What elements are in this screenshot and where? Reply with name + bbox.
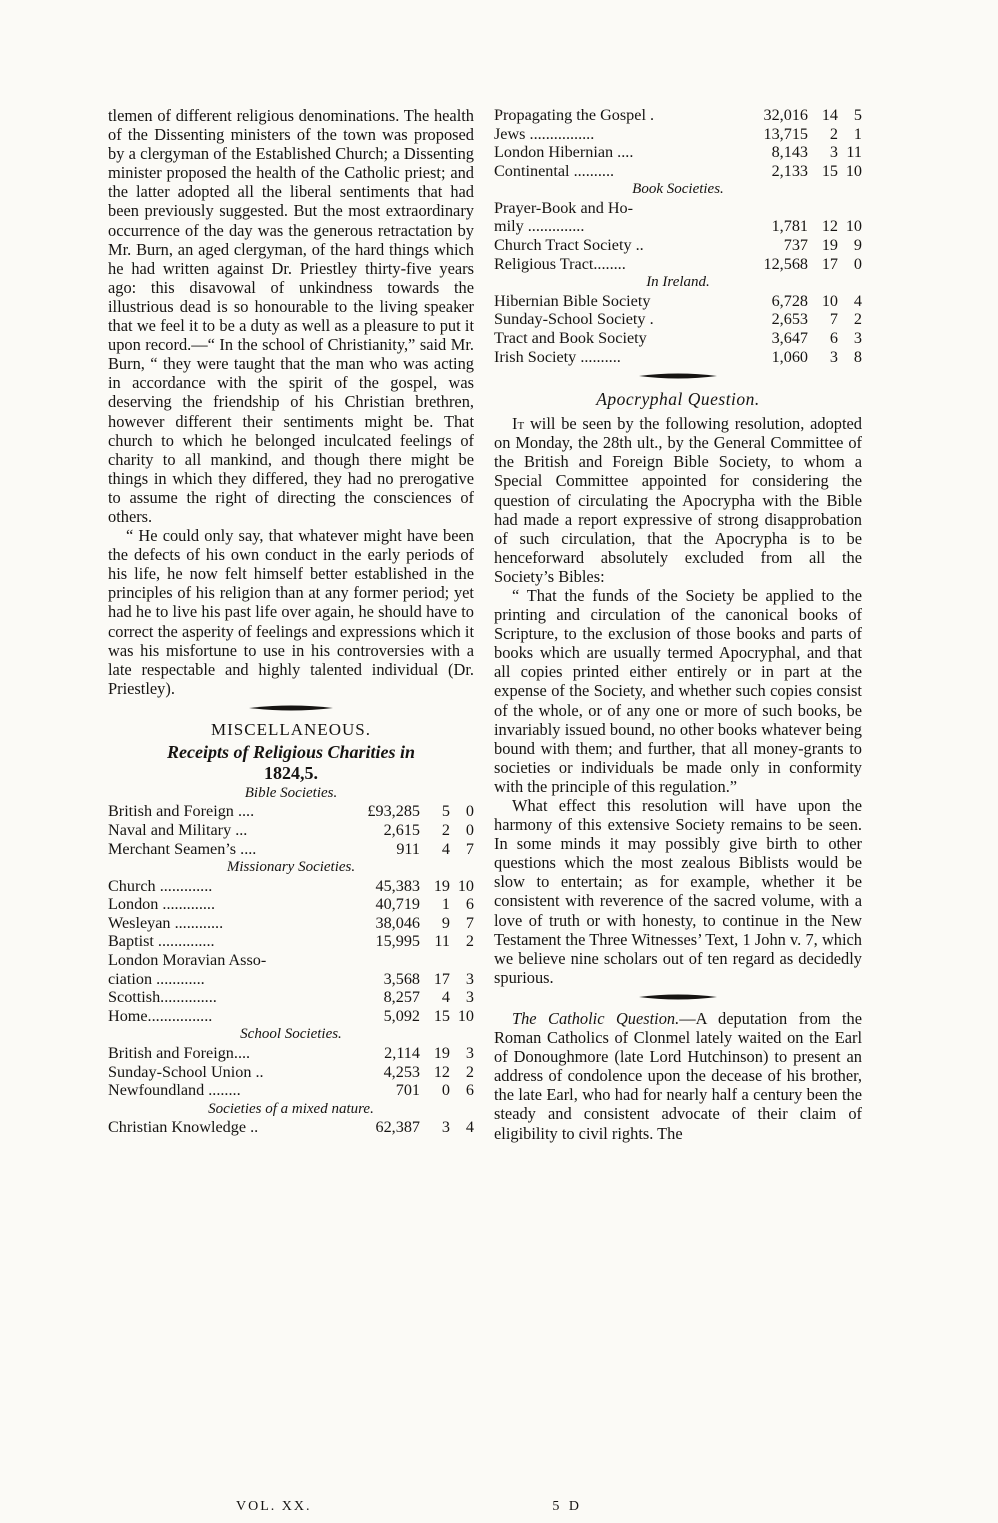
amount-pence: 7: [465, 913, 474, 932]
amount-shillings: 7: [829, 310, 838, 329]
table-row: [108, 895, 474, 914]
society-name: Newfoundland ........: [108, 1081, 241, 1100]
society-name: Wesleyan ............: [108, 913, 224, 932]
society-name: Propagating the Gospel .: [494, 106, 655, 124]
amount-pence: 4: [853, 291, 862, 310]
society-name: Baptist ..............: [108, 932, 215, 951]
society-name: London Hibernian ....: [494, 143, 634, 162]
amount-pence: 3: [465, 1043, 474, 1062]
table-row: [108, 1118, 474, 1137]
amount-shillings: [812, 199, 838, 218]
amount-pounds: 38,046: [375, 913, 420, 932]
amount-pounds: 8,257: [383, 988, 420, 1007]
amount-pence: 1: [853, 124, 862, 143]
amount-shillings: 2: [441, 821, 450, 839]
society-name: British and Foreign....: [108, 1043, 251, 1062]
amount-shillings: 3: [829, 347, 838, 366]
amount-pence: 2: [465, 932, 474, 951]
society-name: Merchant Seamen’s ....: [108, 839, 257, 858]
page-footer: [236, 1499, 582, 1515]
amount-pounds: 3,647: [771, 328, 808, 347]
society-name: Prayer-Book and Ho-: [494, 198, 634, 217]
article-text-burn: tlemen of different religious denominations. The health of the Dissenting ministers of the town was proposed by a clergyman of the Established Church; a Dissenting minister proposed the health of the Catholic priest; and the latter adopted all the liberal sentiments that had been previously suggested. But the most extraordinary occurrence of the day was the generous retractation by Mr. Burn, an aged clergyman, of the hard things which he had written against Dr. Priestley thirty-five years ago: this disavowal of unkindness towards the illustrious dead is so honourable to the living speaker that we feel it to be a duty as well as a pleasure to put it upon record.—“ In the school of Christianity,” said Mr. Burn, “ they were taught that the man who was acting in accordance with the spirit of the gospel, was deserving the friendship of his Christian brethren, however different their sentiments might be. That church to which he belonged inculcated feelings of charity to all mankind, and though there might be things in which they differed, they had no prerogative to assume the right of directing the consciences of others.: [108, 106, 474, 526]
table-row: [494, 143, 862, 162]
society-name: British and Foreign ....: [108, 802, 255, 821]
table-row: [108, 1063, 474, 1082]
society-name: Continental ..........: [494, 161, 615, 180]
apocryphal-text-intro-body: will be seen by the following resolution, adopted on Monday, the 28th ult., by the General Committee of the British and Foreign Bible Society, to whom a Special Committee appointed for considering the question of circulating the Apocrypha with the Bible had made a report expressive of strong disapprobation of such circulation, that the Apocrypha is to be henceforward absolutely excluded from all the Society’s Bibles:: [494, 414, 862, 586]
amount-pence: 0: [465, 802, 474, 821]
amount-shillings: 4: [441, 839, 450, 858]
table-row: [108, 840, 474, 859]
amount-shillings: 5: [441, 802, 450, 821]
society-receipts-table: [494, 199, 862, 273]
amount-pence: 3: [465, 988, 474, 1007]
society-receipts-table: [108, 877, 474, 1026]
society-name: London .............: [108, 895, 216, 914]
amount-pounds: 1,060: [771, 347, 808, 366]
amount-pounds: 13,715: [763, 124, 808, 143]
amount-pounds: 15,995: [375, 932, 420, 951]
section-divider: [639, 372, 717, 380]
amount-pence: 5: [853, 106, 862, 124]
amount-shillings: 15: [821, 161, 838, 180]
article-text-burn-quote: “ He could only say, that whatever might have been the defects of his own conduct in the early periods of his life, he now felt himself better established in the principles of his religion than at any former period; yet had he to live his past life over again, he should have to correct the asperity of feelings and expressions which it was his misfortune to use in his controversies with a late respectable and highly talented individual (Dr. Priestley).: [108, 526, 474, 698]
section-heading-miscellaneous: MISCELLANEOUS.: [211, 719, 371, 739]
society-name: Home................: [108, 1006, 213, 1025]
right-column: [494, 106, 862, 1143]
apocryphal-question-title: Apocryphal Question.: [596, 389, 760, 410]
amount-shillings: 12: [433, 1062, 450, 1081]
amount-shillings: 1: [441, 895, 450, 914]
amount-shillings: 19: [433, 876, 450, 895]
receipts-year: 1824,5.: [264, 762, 318, 783]
amount-pence: 10: [457, 876, 474, 895]
catholic-question-title: The Catholic Question.: [512, 1008, 680, 1028]
amount-shillings: 6: [829, 328, 838, 347]
table-row: [108, 877, 474, 896]
amount-pence: 0: [465, 821, 474, 839]
society-name: Sunday-School Union ..: [108, 1062, 264, 1081]
society-receipts-table: [494, 292, 862, 366]
signature-mark: 5 D: [552, 1499, 582, 1514]
amount-shillings: 10: [821, 291, 838, 310]
amount-pounds: £93,285: [367, 802, 420, 821]
society-receipts-table: [108, 1118, 474, 1137]
amount-pence: [450, 951, 474, 970]
society-name: Religious Tract........: [494, 254, 626, 273]
amount-pounds: 62,387: [375, 1118, 420, 1137]
society-name: mily ..............: [494, 217, 585, 236]
table-row: [108, 821, 474, 840]
amount-pounds: 1,781: [771, 217, 808, 236]
table-row: [108, 914, 474, 933]
society-name: Christian Knowledge ..: [108, 1118, 259, 1137]
amount-shillings: 11: [434, 932, 450, 951]
catholic-question-text: [494, 1009, 862, 1143]
table-row: [108, 1081, 474, 1100]
amount-pence: 2: [853, 310, 862, 329]
amount-pounds: 2,133: [771, 161, 808, 180]
amount-pence: 10: [845, 217, 862, 236]
amount-pence: 0: [853, 254, 862, 273]
society-receipts-table: [108, 1044, 474, 1100]
amount-shillings: 4: [441, 988, 450, 1007]
society-group-title: Book Societies.: [632, 181, 724, 198]
amount-pounds: 3,568: [383, 969, 420, 988]
society-name: Irish Society ..........: [494, 347, 621, 366]
amount-pence: 6: [465, 1081, 474, 1100]
amount-pounds: 45,383: [375, 876, 420, 895]
amount-pounds: 8,143: [771, 143, 808, 162]
amount-pounds: 32,016: [763, 106, 808, 124]
amount-pence: 10: [457, 1006, 474, 1025]
society-group-title: School Societies.: [240, 1026, 342, 1043]
receipts-title: [108, 742, 474, 784]
amount-shillings: 3: [829, 143, 838, 162]
table-row: [108, 932, 474, 951]
amount-pence: 6: [465, 895, 474, 914]
amount-shillings: 15: [433, 1006, 450, 1025]
table-row: [494, 162, 862, 181]
amount-pence: 9: [853, 236, 862, 255]
table-row: [494, 292, 862, 311]
amount-pounds: 2,615: [383, 821, 420, 839]
society-name: Hibernian Bible Society: [494, 291, 651, 310]
receipts-table-right: [494, 106, 862, 366]
table-row: [494, 199, 862, 218]
amount-shillings: 12: [821, 217, 838, 236]
apocryphal-resolution: “ That the funds of the Society be applied to the printing and circulation of the canonical books of Scripture, to the exclusion of those books and parts of books which are usually termed Apocryphal, and that all copies printed either entirely or in part at the expense of the Society, and whether such copies consist of the whole, or of any one or more of such books, be invariably issued bound, no other books whatever being bound with them; and further, that all money-grants to societies or individuals be made only in conformity with the principle of this regulation.”: [494, 585, 862, 796]
amount-pounds: [726, 199, 812, 218]
amount-pence: 10: [845, 161, 862, 180]
table-row: [108, 1007, 474, 1026]
amount-pounds: 4,253: [383, 1062, 420, 1081]
amount-shillings: 19: [433, 1043, 450, 1062]
amount-pounds: 2,653: [771, 310, 808, 329]
amount-pence: 3: [853, 328, 862, 347]
society-group-title: Bible Societies.: [244, 784, 338, 801]
society-name: ciation ............: [108, 969, 205, 988]
table-row: [494, 329, 862, 348]
society-name: Sunday-School Society .: [494, 310, 654, 329]
catholic-question-body: —A deputation from the Roman Catholics of Clonmel lately waited on the Earl of Donoughmore (late Lord Hutchinson) to present an address of condolence upon the decease of his brother, the late Earl, who had for nearly half a century been the steady and consistent advocate of their claim of eligibility to civil rights. The: [494, 1008, 862, 1143]
amount-pounds: 2,114: [384, 1043, 420, 1062]
amount-pence: 3: [465, 969, 474, 988]
amount-shillings: 2: [829, 124, 838, 143]
amount-pounds: 911: [396, 839, 420, 858]
amount-shillings: 3: [441, 1118, 450, 1137]
table-row: [108, 951, 474, 970]
society-receipts-table: [108, 802, 474, 858]
society-name: London Moravian Asso-: [108, 951, 267, 970]
society-name: Jews ................: [494, 124, 595, 143]
society-name: Church .............: [108, 876, 213, 895]
apocryphal-commentary: What effect this resolution will have upon the harmony of this extensive Society remains to be seen. In some minds it may possibly give birth to other questions which the most zealous Biblists would be slow to entertain; as for example, whether it be consistent with reverence of the sacred volume, with a love of truth or with honesty, to continue in the New Testament the Three Witnesses’ Text, 1 John v. 7, which we believe nine scholars out of ten regard as decidedly spurious.: [494, 796, 862, 987]
amount-shillings: 9: [441, 913, 450, 932]
amount-pence: 11: [846, 143, 862, 162]
amount-shillings: 0: [441, 1081, 450, 1100]
amount-pounds: 6,728: [771, 291, 808, 310]
amount-pence: 2: [465, 1062, 474, 1081]
amount-pence: 4: [465, 1118, 474, 1137]
amount-shillings: [424, 951, 450, 970]
receipts-title-text: Receipts of Religious Charities in: [166, 741, 416, 762]
society-name: Tract and Book Society: [494, 328, 647, 347]
amount-pounds: [334, 951, 424, 970]
table-row: [108, 970, 474, 989]
table-row: [494, 106, 862, 125]
amount-shillings: 19: [821, 236, 838, 255]
table-row: [494, 236, 862, 255]
amount-shillings: 17: [433, 969, 450, 988]
section-divider: [249, 704, 333, 712]
apocryphal-text-intro: [494, 414, 862, 586]
receipts-table-left: [108, 784, 474, 1137]
amount-pounds: 40,719: [375, 895, 420, 914]
amount-shillings: 17: [821, 254, 838, 273]
table-row: [494, 348, 862, 367]
table-row: [108, 988, 474, 1007]
amount-pounds: 737: [783, 236, 808, 255]
society-name: Naval and Military ...: [108, 821, 248, 839]
drop-initial: It: [512, 414, 525, 434]
table-row: [494, 255, 862, 274]
society-group-title: Missionary Societies.: [226, 859, 356, 876]
amount-pounds: 5,092: [383, 1006, 420, 1025]
society-name: Church Tract Society ..: [494, 236, 644, 255]
amount-pence: 8: [853, 347, 862, 366]
society-group-title: In Ireland.: [646, 274, 710, 291]
table-row: [494, 310, 862, 329]
table-row: [494, 217, 862, 236]
table-row: [108, 1044, 474, 1063]
society-receipts-table: [494, 106, 862, 180]
section-divider: [639, 993, 717, 1001]
amount-pounds: 701: [395, 1081, 420, 1100]
amount-pounds: 12,568: [763, 254, 808, 273]
table-row: [494, 125, 862, 144]
amount-pence: [838, 199, 862, 218]
society-group-title: Societies of a mixed nature.: [208, 1100, 374, 1117]
amount-pence: 7: [465, 839, 474, 858]
society-name: Scottish..............: [108, 988, 217, 1007]
table-row: [108, 802, 474, 821]
volume-label: VOL. XX.: [236, 1499, 312, 1514]
amount-shillings: 14: [821, 106, 838, 124]
